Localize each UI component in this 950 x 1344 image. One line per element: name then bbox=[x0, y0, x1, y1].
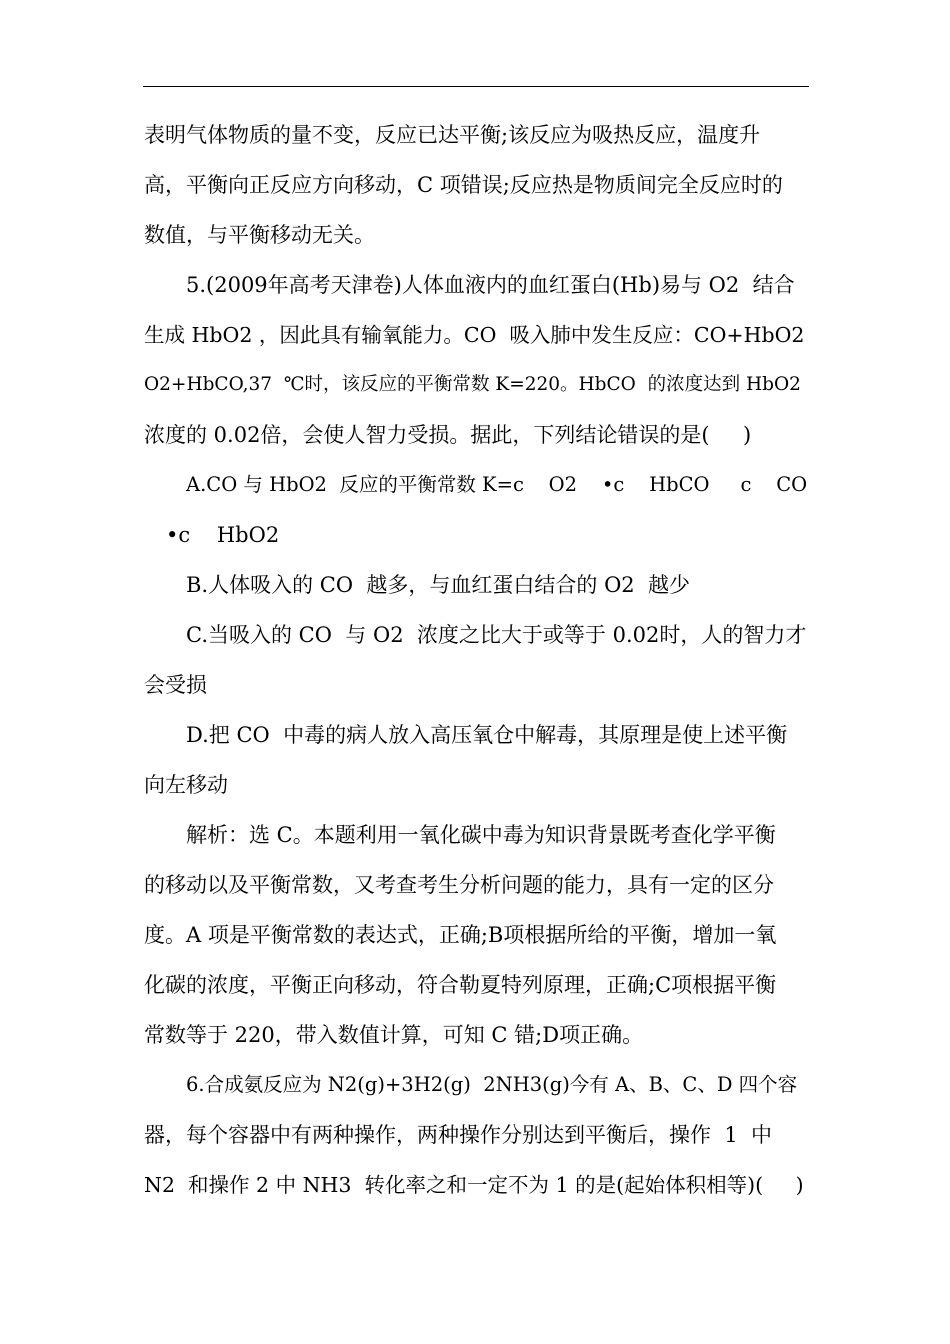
text-line: 生成 HbO2 ，因此具有输氧能力。CO 吸入肺中发生反应：CO+HbO2 bbox=[144, 323, 805, 347]
text-line: N2 和操作 2 中 NH3 转化率之和一定不为 1 的是(起始体积相等)( ) bbox=[144, 1173, 804, 1197]
option-c: C.当吸入的 CO 与 O2 浓度之比大于或等于 0.02时，人的智力才 bbox=[186, 623, 807, 647]
text-line: 的移动以及平衡常数，又考查考生分析问题的能力，具有一定的区分 bbox=[144, 873, 774, 897]
text-line: 表明气体物质的量不变，反应已达平衡;该反应为吸热反应，温度升 bbox=[144, 123, 761, 147]
text-line: 器，每个容器中有两种操作，两种操作分别达到平衡后，操作 1 中 bbox=[144, 1123, 773, 1147]
question-6: 6.合成氨反应为 N2(g)+3H2(g) 2NH3(g)今有 A、B、C、D 四个容 bbox=[186, 1073, 798, 1096]
text-line: •c HbO2 bbox=[166, 523, 280, 547]
option-a: A.CO 与 HbO2 反应的平衡常数 K=c O2 •c HbCO c CO bbox=[186, 473, 808, 496]
text-line: 会受损 bbox=[144, 673, 207, 697]
text-line: 数值，与平衡移动无关。 bbox=[144, 223, 375, 247]
option-b: B.人体吸入的 CO 越多，与血红蛋白结合的 O2 越少 bbox=[186, 573, 691, 597]
text-line: O2+HbCO,37 ℃时，该反应的平衡常数 K=220。HbCO 的浓度达到 HbO2 bbox=[144, 374, 801, 395]
text-line: 高，平衡向正反应方向移动，C 项错误;反应热是物质间完全反应时的 bbox=[144, 173, 783, 197]
option-d: D.把 CO 中毒的病人放入高压氧仓中解毒，其原理是使上述平衡 bbox=[186, 723, 788, 747]
question-5: 5.(2009年高考天津卷)人体血液内的血红蛋白(Hb)易与 O2 结合 bbox=[186, 273, 795, 297]
text-line: 化碳的浓度，平衡正向移动，符合勒夏特列原理，正确;C项根据平衡 bbox=[144, 973, 777, 997]
text-line: 浓度的 0.02倍，会使人智力受损。据此，下列结论错误的是( ) bbox=[144, 423, 752, 447]
header-rule bbox=[143, 86, 809, 87]
analysis: 解析：选 C。本题利用一氧化碳中毒为知识背景既考查化学平衡 bbox=[186, 823, 776, 847]
text-line: 度。A 项是平衡常数的表达式，正确;B项根据所给的平衡，增加一氧 bbox=[144, 923, 777, 947]
text-line: 向左移动 bbox=[144, 773, 228, 797]
text-line: 常数等于 220，带入数值计算，可知 C 错;D项正确。 bbox=[144, 1023, 644, 1047]
